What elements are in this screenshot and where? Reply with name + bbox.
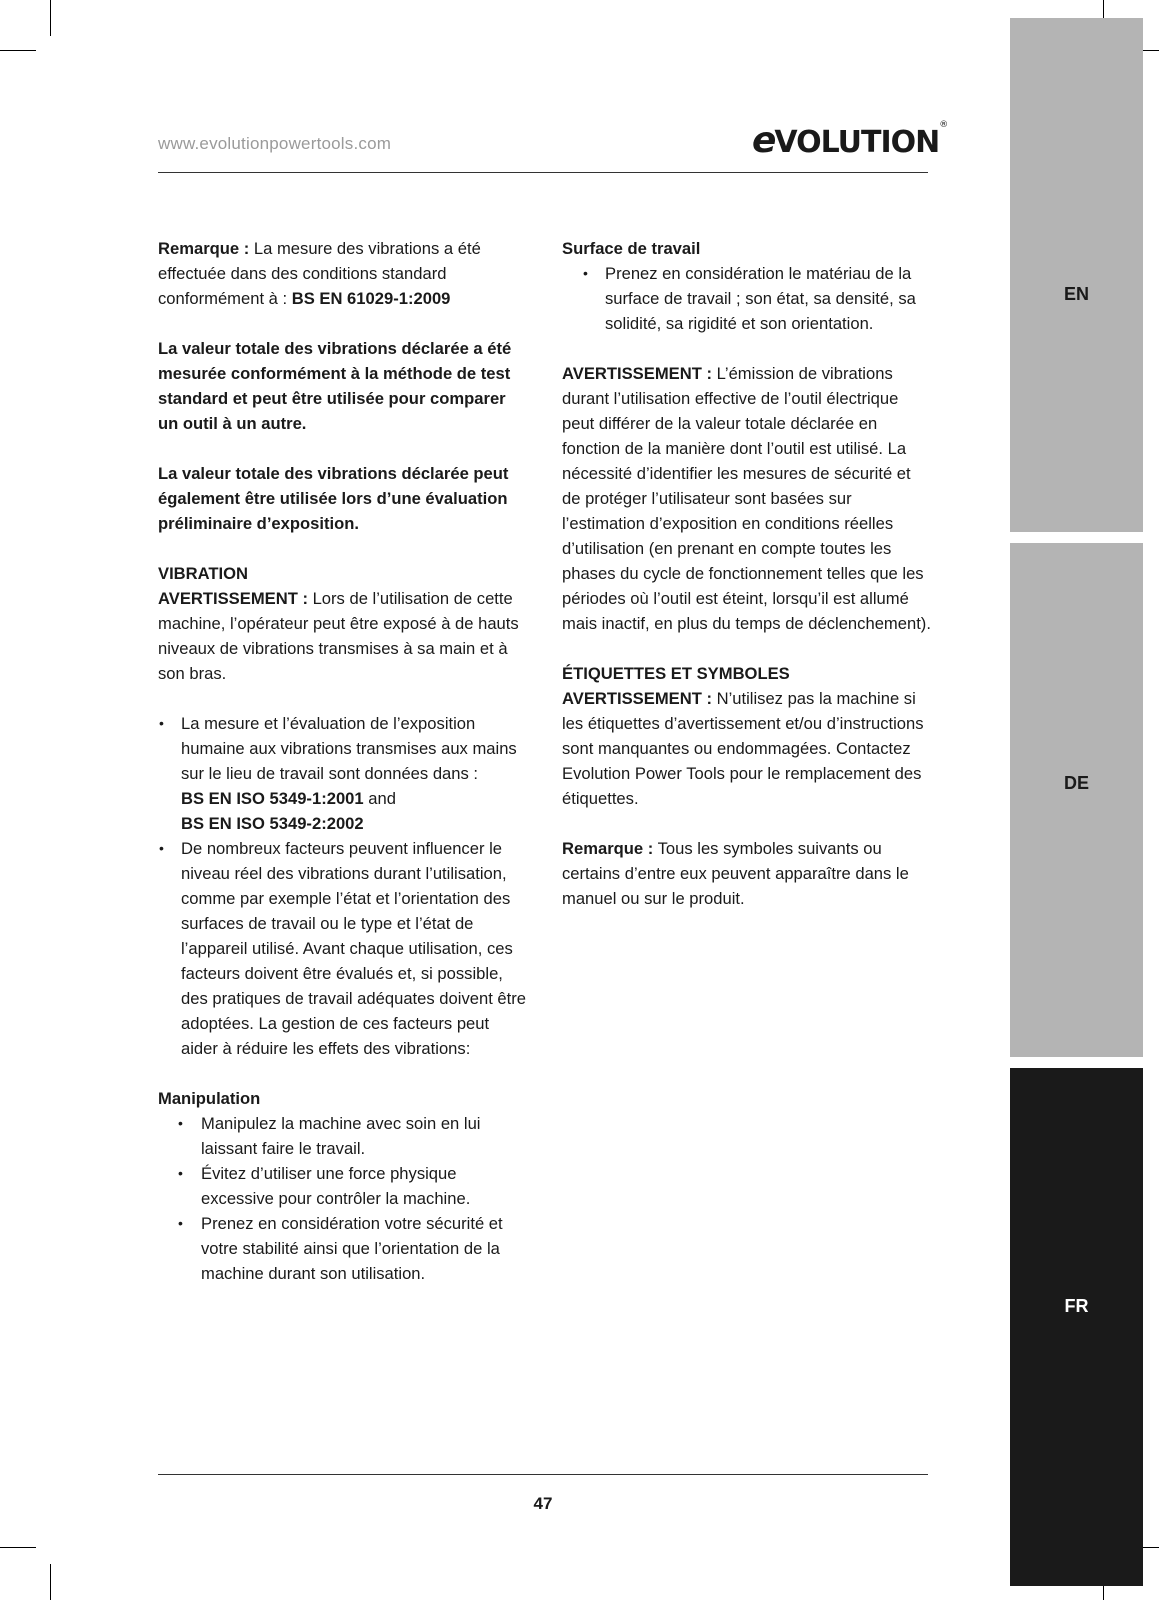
tab-en[interactable]: [1010, 18, 1143, 532]
labels-symbols-heading: ÉTIQUETTES ET SYMBOLES: [562, 664, 790, 683]
remarque-paragraph: Remarque : La mesure des vibrations a été effectuée dans des conditions standard conformément à : BS EN 61029-1:2009: [158, 239, 481, 308]
website-url: www.evolutionpowertools.com: [158, 134, 392, 153]
surface-heading: Surface de travail: [562, 239, 701, 258]
page-number: 47: [533, 1494, 553, 1513]
tab-en-label: EN: [1063, 284, 1089, 304]
vibration-bullet-list: [158, 711, 528, 1061]
tab-de-label: DE: [1063, 773, 1089, 793]
list-item: • Prenez en considération votre sécurité et votre stabilité ainsi que l’orientation de la machine durant son utilisation.: [178, 1214, 503, 1283]
list-item: • De nombreux facteurs peuvent influencer le niveau réel des vibrations durant l’utilisation, comme par exemple l’état et l’orientation des surfaces de travail ou le type et l’état de l’appareil utilisé. Avant chaque utilisation, ces facteurs doivent être évalués et, si possible, des pratiques de travail adéquates doivent être adoptées. La gestion de ces facteurs peut aider à réduire les effets des vibrations:: [159, 839, 527, 1058]
tab-de[interactable]: [1010, 543, 1143, 1057]
labels-warning: AVERTISSEMENT : N’utilisez pas la machine si les étiquettes d’avertissement et/ou d’instructions sont manquantes ou endommagées. Contactez Evolution Power Tools pour le remplacement des étiquettes.: [562, 689, 924, 808]
list-item: • Évitez d’utiliser une force physique excessive pour contrôler la machine.: [178, 1164, 471, 1208]
tab-fr-label: FR: [1064, 1296, 1089, 1316]
declared-value-paragraph: La valeur totale des vibrations déclarée a été mesurée conformément à la méthode de test standard et peut être utilisée pour comparer un outil à un autre.: [158, 339, 512, 433]
list-item: • La mesure et l’évaluation de l’exposition humaine aux vibrations transmises aux mains sur le lieu de travail sont données dans : BS EN ISO 5349-1:2001 and BS EN ISO 5349-2:2002: [159, 714, 517, 833]
left-column: [158, 236, 528, 1286]
emission-warning: AVERTISSEMENT : L’émission de vibrations durant l’utilisation effective de l’outil électrique peut différer de la valeur totale déclarée en fonction de la manière dont l’outil est utilisé. La nécessité d’identifier les mesures de sécurité et de protéger l’utilisateur sont basées sur l’estimation d’exposition en conditions réelles d’utilisation (en prenant en compte toutes les phases du cycle de fonctionnement telles que les périodes où l’outil est éteint, lorsqu’il est allumé mais inactif, en plus du temps de déclenchement).: [562, 364, 931, 633]
surface-list: [582, 261, 932, 336]
vibration-heading: VIBRATION: [158, 564, 249, 583]
footer-rule: [158, 1474, 928, 1475]
manipulation-list: [158, 1111, 528, 1286]
right-column: [562, 236, 932, 936]
crop-mark: [50, 0, 51, 36]
list-item: • Manipulez la machine avec soin en lui laissant faire le travail.: [178, 1114, 481, 1158]
evolution-logo: eVOLUTION®: [752, 120, 949, 161]
header-rule: [158, 172, 928, 173]
crop-mark: [0, 50, 36, 51]
manipulation-heading: Manipulation: [158, 1089, 261, 1108]
vibration-warning: AVERTISSEMENT : Lors de l’utilisation de cette machine, l’opérateur peut être exposé à de hauts niveaux de vibrations transmises à sa main et à son bras.: [158, 589, 519, 683]
symbols-remarque: Remarque : Tous les symboles suivants ou certains d’entre eux peuvent apparaître dans le manuel ou sur le produit.: [562, 839, 909, 908]
preliminary-exposure-paragraph: La valeur totale des vibrations déclarée peut également être utilisée lors d’une évaluation préliminaire d’exposition.: [158, 464, 509, 533]
crop-mark: [0, 1547, 36, 1548]
crop-mark: [50, 1564, 51, 1600]
list-item: • Prenez en considération le matériau de la surface de travail ; son état, sa densité, sa solidité, sa rigidité et son orientation.: [583, 264, 916, 333]
